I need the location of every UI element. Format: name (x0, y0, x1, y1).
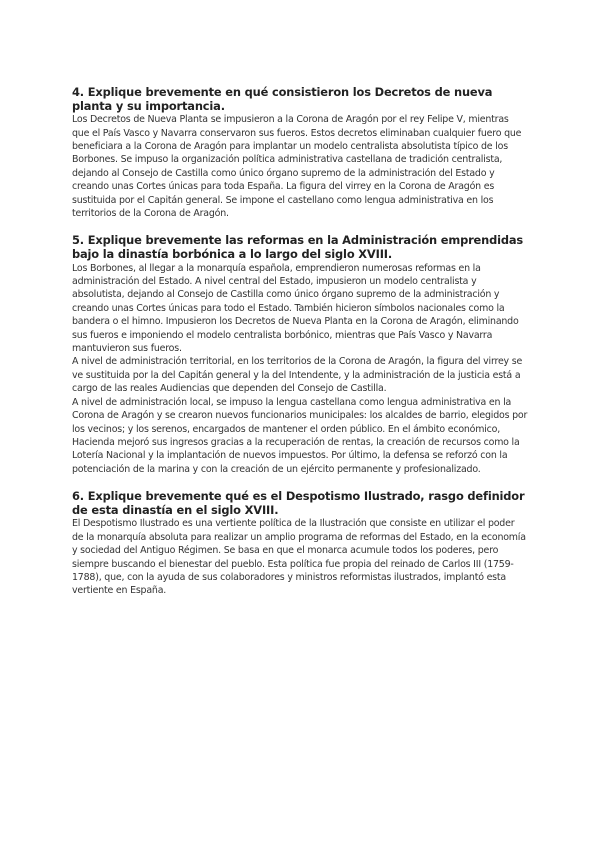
question-6-title: 6. Explique brevemente qué es el Despotismo Ilustrado, rasgo definidor de esta dinastía en el siglo XVIII. (72, 489, 525, 517)
section-6 (72, 490, 528, 598)
question-5-answer-territorial: A nivel de administración territorial, en los territorios de la Corona de Aragón, la figura del virrey se ve sustituida por la del Capitán general y la del Intendente, y la administración de la justicia está a cargo de las reales Audiencias que dependen del Consejo de Castilla. (72, 356, 523, 395)
document-page (72, 86, 528, 612)
question-6-answer: El Despotismo Ilustrado es una vertiente política de la Ilustración que consiste en utilizar el poder de la monarquía absoluta para realizar un amplio programa de reformas del Estado, en la economía y sociedad del Antiguo Régimen. Se basa en que el monarca acumule todos los poderes, pero siempre buscando el bienestar del pueblo. Esta política fue propia del reinado de Carlos III (1759-1788), que, con la ayuda de sus colaboradores y ministros reformistas ilustrados, implantó esta vertiente en España. (72, 518, 526, 597)
section-4 (72, 86, 528, 220)
question-4-answer: Los Decretos de Nueva Planta se impusieron a la Corona de Aragón por el rey Felipe V, mientras que el País Vasco y Navarra conservaron sus fueros. Estos decretos eliminaban cualquier fuero que beneficiara a la Corona de Aragón para implantar un modelo centralista absolutista típico de los Borbones. Se impuso la organización política administrativa castellana de tradición centralista, dejando al Consejo de Castilla como único órgano supremo de la administración del Estado y creando unas Cortes únicas para toda España. La figura del virrey en la Corona de Aragón es sustituida por el Capitán general. Se impone el castellano como lengua administrativa en los territorios de la Corona de Aragón. (72, 114, 522, 220)
question-4-title: 4. Explique brevemente en qué consistieron los Decretos de nueva planta y su importancia. (72, 85, 493, 113)
section-5 (72, 234, 528, 476)
question-5-answer-central: Los Borbones, al llegar a la monarquía española, emprendieron numerosas reformas en la administración del Estado. A nivel central del Estado, impusieron un modelo centralista y absolutista, dejando al Consejo de Castilla como único órgano supremo de la administración y creando unas Cortes únicas para todo el Estado. También hicieron símbolos nacionales como la bandera o el himno. Impusieron los Decretos de Nueva Planta en la Corona de Aragón, eliminando sus fueros e imponiendo el modelo centralista borbónico, mientras que País Vasco y Navarra mantuvieron sus fueros. (72, 262, 519, 355)
question-5-title: 5. Explique brevemente las reformas en la Administración emprendidas bajo la dinastía borbónica a lo largo del siglo XVIII. (72, 233, 524, 262)
question-5-answer-local: A nivel de administración local, se impuso la lengua castellana como lengua administrativa en la Corona de Aragón y se crearon nuevos funcionarios municipales: los alcaldes de barrio, elegidos por los vecinos; y los serenos, encargados de mantener el orden público. En el ámbito económico, Hacienda mejoró sus ingresos gracias a la recuperación de rentas, la creación de recursos como la Lotería Nacional y la implantación de nuevos impuestos. Por último, la defensa se reforzó con la potenciación de la marina y con la creación de un ejército permanente y profesionalizado. (72, 396, 528, 475)
